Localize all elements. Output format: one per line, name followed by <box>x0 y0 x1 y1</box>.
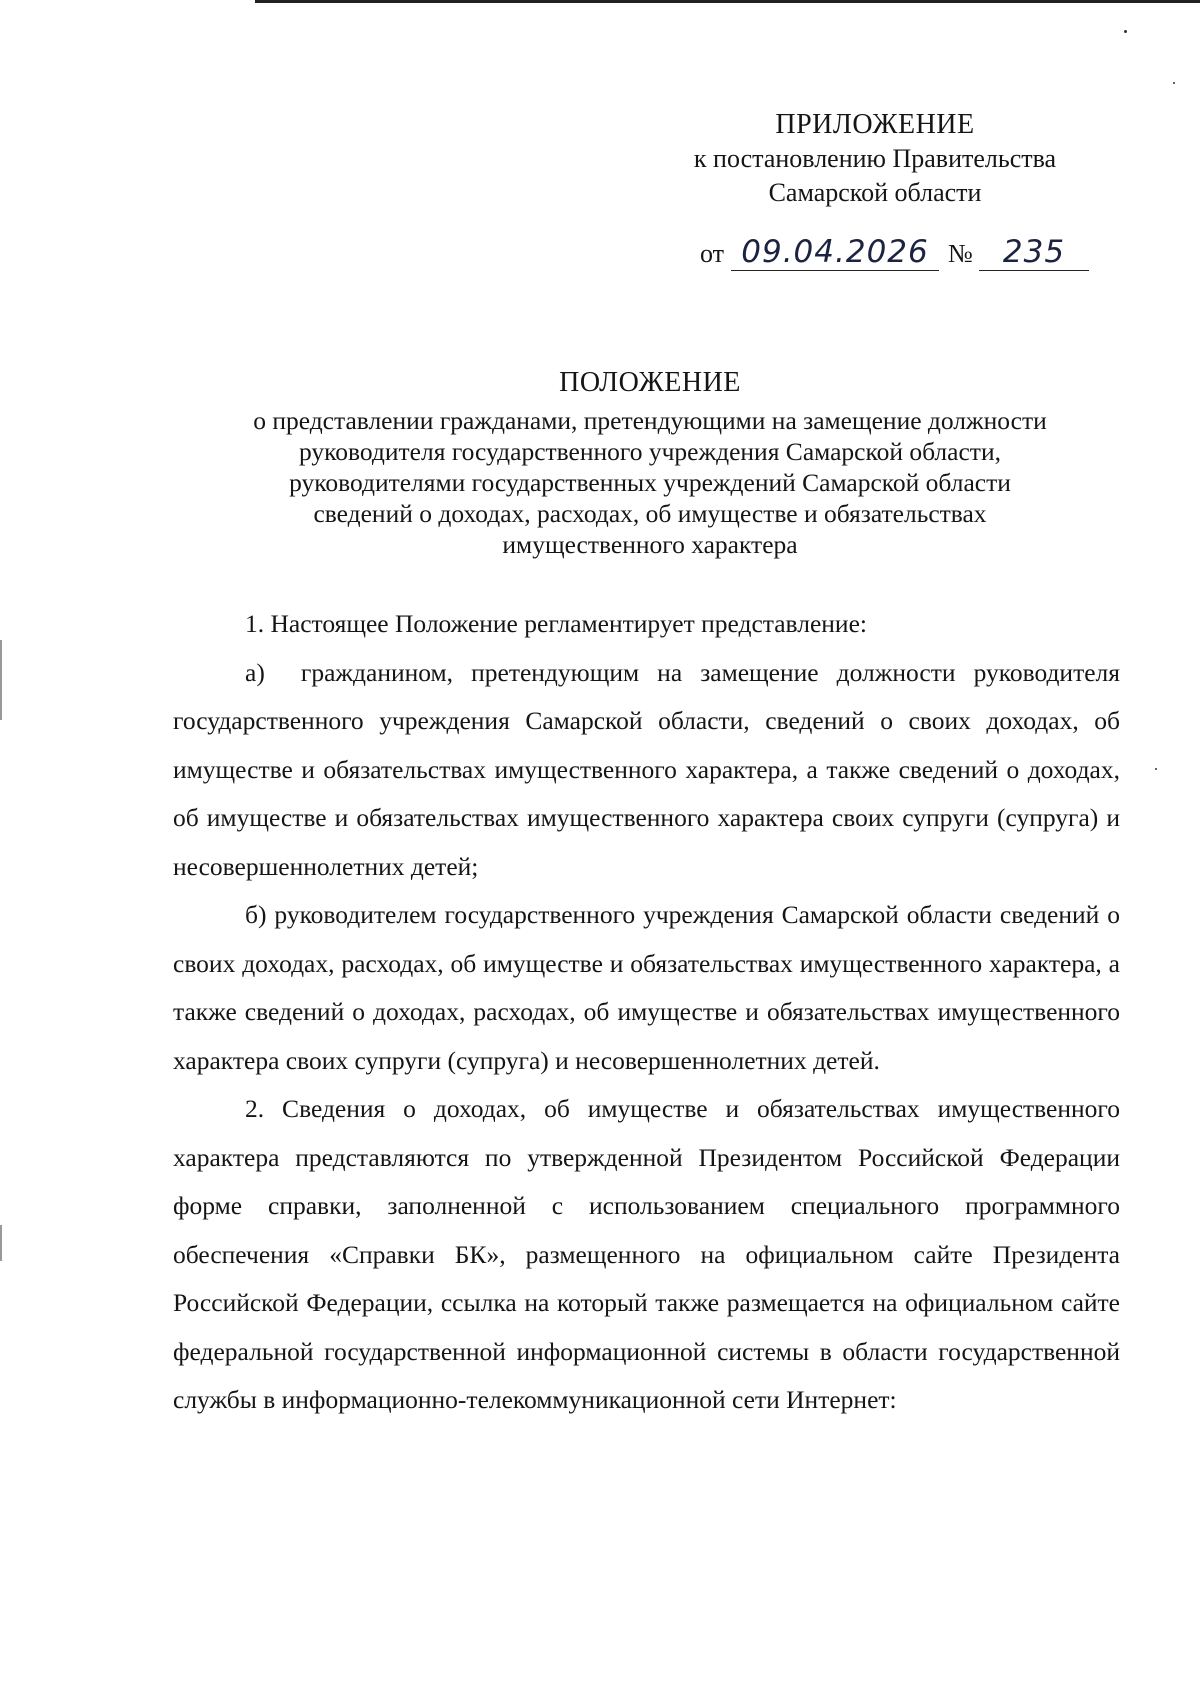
decree-date: 09.04.2026 <box>731 234 939 271</box>
decree-number: 235 <box>979 234 1089 271</box>
subtitle-line: сведений о доходах, расходах, об имуществе и обязательствах <box>313 499 987 528</box>
document-subtitle <box>150 405 1150 560</box>
appendix-title: ПРИЛОЖЕНИЕ <box>775 109 975 140</box>
subtitle-line: о представлении гражданами, претендующими на замещение должности <box>253 406 1047 435</box>
scan-speck <box>1124 30 1127 33</box>
document-title: ПОЛОЖЕНИЕ <box>559 367 741 398</box>
subtitle-line: руководителя государственного учреждения Самарской области, <box>299 437 1001 466</box>
appendix-line-region: Самарской области <box>768 178 982 207</box>
document-body <box>173 600 1120 1425</box>
appendix-block <box>640 108 1110 210</box>
scan-border-line <box>255 0 1200 3</box>
scan-speck <box>1173 82 1175 84</box>
decree-date-number <box>700 235 1120 275</box>
number-prefix: № <box>948 239 973 268</box>
scan-margin-mark <box>0 1225 2 1261</box>
paragraph-1: 1. Настоящее Положение регламентирует представление: <box>245 609 867 638</box>
date-prefix: от <box>700 239 725 268</box>
scan-speck <box>1155 768 1157 770</box>
subtitle-line: руководителями государственных учреждений Самарской области <box>289 468 1011 497</box>
subtitle-line: имущественного характера <box>502 530 798 559</box>
scan-margin-mark <box>0 640 2 720</box>
paragraph-1a: а) гражданином, претендующим на замещение должности руководителя государственного учреждения Самарской области, сведений о своих доходах, об имуществе и обязательствах имущественного характера, а также сведений о доходах, об имуществе и обязательствах имущественного характера своих супруги (супруга) и несовершеннолетних детей; <box>173 657 1120 881</box>
paragraph-2: 2. Сведения о доходах, об имуществе и обязательствах имущественного характера представляются по утвержденной Президентом Российской Федерации форме справки, заполненной с использованием специального программного обеспечения «Справки БК», размещенного на официальном сайте Президента Российской Федерации, ссылка на который также размещается на официальном сайте федеральной государственной информационной системы в области государственной службы в информационно-телекоммуникационной сети Интернет: <box>173 1094 1120 1414</box>
paragraph-1b: б) руководителем государственного учреждения Самарской области сведений о своих доходах, расходах, об имуществе и обязательствах имущественного характера, а также сведений о доходах, расходах, об имуществе и обязательствах имущественного характера своих супруги (супруга) и несовершеннолетних детей. <box>173 900 1120 1075</box>
appendix-line-decree: к постановлению Правительства <box>693 144 1057 173</box>
